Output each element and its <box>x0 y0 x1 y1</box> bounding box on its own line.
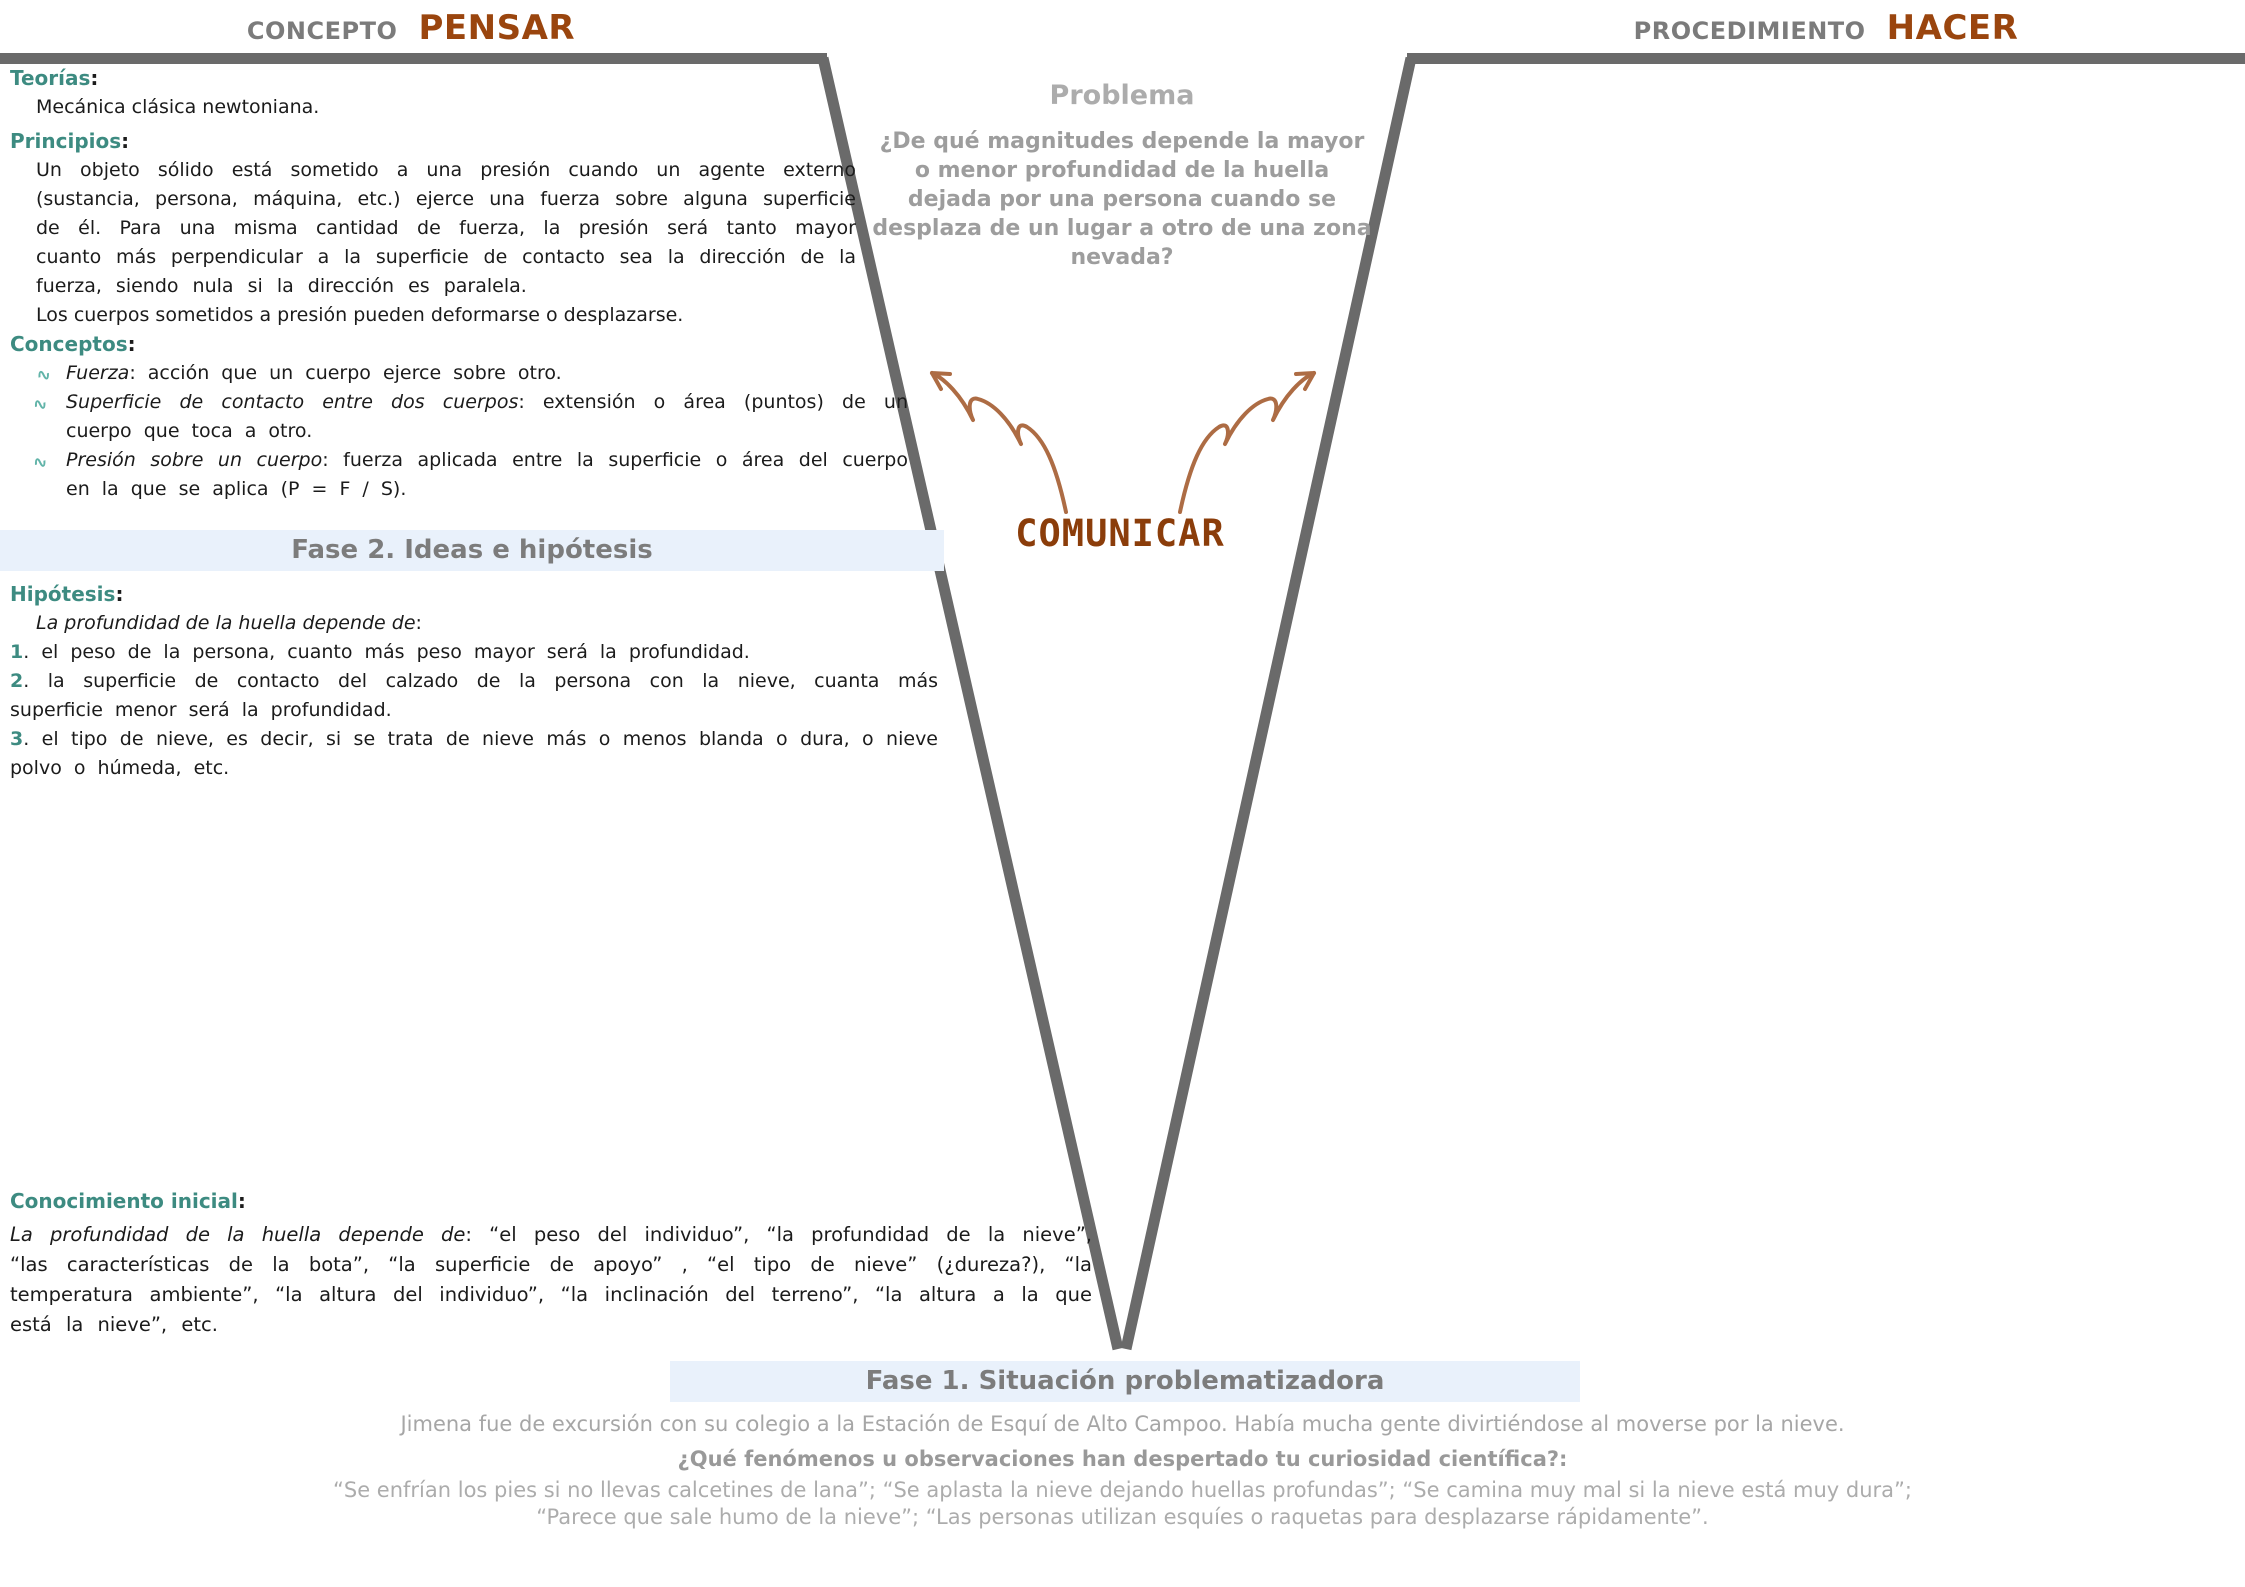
principios-colon: : <box>121 129 130 153</box>
principios-heading <box>10 127 940 156</box>
principios-paragraph-2: Los cuerpos sometidos a presión pueden deformarse o desplazarse. <box>36 304 684 326</box>
hipotesis-intro-italic: La profundidad de la huella depende de <box>36 612 416 634</box>
teorias-heading <box>10 64 940 93</box>
concepto-item-fuerza <box>33 359 908 388</box>
student-quotes-line-2: “Parece que sale humo de la nieve”; “Las personas utilizan esquíes o raquetas para desplazarse rápidamente”. <box>536 1505 1709 1529</box>
curiosity-question: ¿Qué fenómenos u observaciones han despertado tu curiosidad científica?: <box>677 1447 1568 1471</box>
concepto-term: Presión sobre un cuerpo <box>66 449 323 471</box>
squiggle-bullet-icon: ∿ <box>30 450 51 475</box>
conocimiento-paragraph <box>10 1220 1092 1340</box>
squiggle-bullet-icon: ∿ <box>33 363 54 388</box>
student-quotes-line-1: “Se enfrían los pies si no llevas calcetines de lana”; “Se aplasta la nieve dejando huellas profundas”; “Se camina muy mal si la nieve está muy dura”; <box>332 1478 1913 1502</box>
hipotesis-number: 3 <box>10 728 24 750</box>
concepto-term: Superficie de contacto entre dos cuerpos <box>66 391 519 413</box>
concepto-def: : extensión o área (puntos) de un cuerpo que toca a otro. <box>66 391 908 442</box>
conocimiento-text: : “el peso del individuo”, “la profundidad de la nieve”, “las características de la bota”, “la superficie de apoyo” , “el tipo de nieve” (¿dureza?), “la temperatura ambiente”, “la altura del individuo”, “la inclinación del terreno”, “la altura a la que está la nieve”, etc. <box>10 1223 1093 1336</box>
problema-section <box>872 80 1372 272</box>
top-bar-right <box>1407 53 2245 64</box>
hipotesis-intro <box>36 609 938 638</box>
hipotesis-text: . el peso de la persona, cuanto más peso mayor será la profundidad. <box>23 641 750 663</box>
procedimiento-label: PROCEDIMIENTO <box>1633 17 1866 45</box>
pensar-title: PENSAR <box>418 8 576 48</box>
conocimiento-colon: : <box>237 1189 246 1213</box>
principios-label: Principios <box>10 129 122 153</box>
hacer-title: HACER <box>1886 8 2019 48</box>
comunicar-arrow-left-icon <box>932 373 1066 512</box>
concepto-panel <box>10 64 940 504</box>
teorias-label: Teorías <box>10 66 91 90</box>
hipotesis-item-1 <box>10 638 938 667</box>
concepto-item-text <box>66 446 908 504</box>
conceptos-label: Conceptos <box>10 332 128 356</box>
situacion-intro-line: Jimena fue de excursión con su colegio a la Estación de Esquí de Alto Campoo. Había mucha gente divirtiéndose al moverse por la nieve. <box>400 1412 1845 1436</box>
hipotesis-item-3 <box>10 725 938 783</box>
squiggle-bullet-icon: ∿ <box>30 392 51 417</box>
conceptos-colon: : <box>127 332 136 356</box>
hipotesis-label: Hipótesis <box>10 582 116 606</box>
fase2-label: Fase 2. Ideas e hipótesis <box>291 535 653 565</box>
concepto-term: Fuerza <box>66 362 130 384</box>
hipotesis-heading <box>10 580 938 609</box>
concepto-item-text <box>66 388 908 446</box>
comunicar-arrow-right-icon <box>1180 373 1314 512</box>
hipotesis-number: 1 <box>10 641 24 663</box>
fase1-label: Fase 1. Situación problematizadora <box>865 1366 1385 1396</box>
comunicar-label: COMUNICAR <box>1015 512 1225 555</box>
hipotesis-item-2 <box>10 667 938 725</box>
fase2-bar <box>0 530 944 571</box>
conocimiento-intro-italic: La profundidad de la huella depende de <box>10 1223 466 1246</box>
teorias-text: Mecánica clásica newtoniana. <box>36 96 320 118</box>
teorias-colon: : <box>90 66 99 90</box>
concepto-item-presion <box>30 446 908 504</box>
concepto-def: : acción que un cuerpo ejerce sobre otro. <box>129 362 562 384</box>
hipotesis-text: . la superficie de contacto del calzado de la persona con la nieve, cuanta más superficie menor será la profundidad. <box>10 670 938 721</box>
conocimiento-section <box>10 1186 1092 1340</box>
problema-question: ¿De qué magnitudes depende la mayor o menor profundidad de la huella dejada por una persona cuando se desplaza de un lugar a otro de una zona nevada? <box>872 129 1372 270</box>
hipotesis-colon: : <box>115 582 124 606</box>
concepto-item-superficie <box>30 388 908 446</box>
problema-title: Problema <box>1049 80 1195 111</box>
top-bar-left <box>0 53 827 64</box>
concepto-label: CONCEPTO <box>246 17 398 45</box>
hipotesis-number: 2 <box>10 670 24 692</box>
concepto-header <box>0 8 822 48</box>
conocimiento-heading <box>10 1186 1092 1216</box>
principios-paragraph: Un objeto sólido está sometido a una presión cuando un agente externo (sustancia, persona, máquina, etc.) ejerce una fuerza sobre alguna superficie de él. Para una misma cantidad de fuerza, la presión será tanto mayor cuanto más perpendicular a la superficie de contacto sea la dirección de la fuerza, siendo nula si la dirección es paralela. <box>36 159 856 297</box>
procedimiento-header <box>1407 8 2245 48</box>
hipotesis-text: . el tipo de nieve, es decir, si se trata de nieve más o menos blanda o dura, o nieve polvo o húmeda, etc. <box>10 728 938 779</box>
hipotesis-section <box>10 580 938 783</box>
fase1-bar <box>670 1361 1580 1402</box>
concepto-item-text <box>66 359 562 388</box>
concepto-def: : fuerza aplicada entre la superficie o área del cuerpo en la que se aplica (P = F / S). <box>66 449 908 500</box>
conocimiento-label: Conocimiento inicial <box>10 1189 238 1213</box>
hipotesis-intro-colon: : <box>415 612 422 634</box>
conceptos-heading <box>10 330 940 359</box>
